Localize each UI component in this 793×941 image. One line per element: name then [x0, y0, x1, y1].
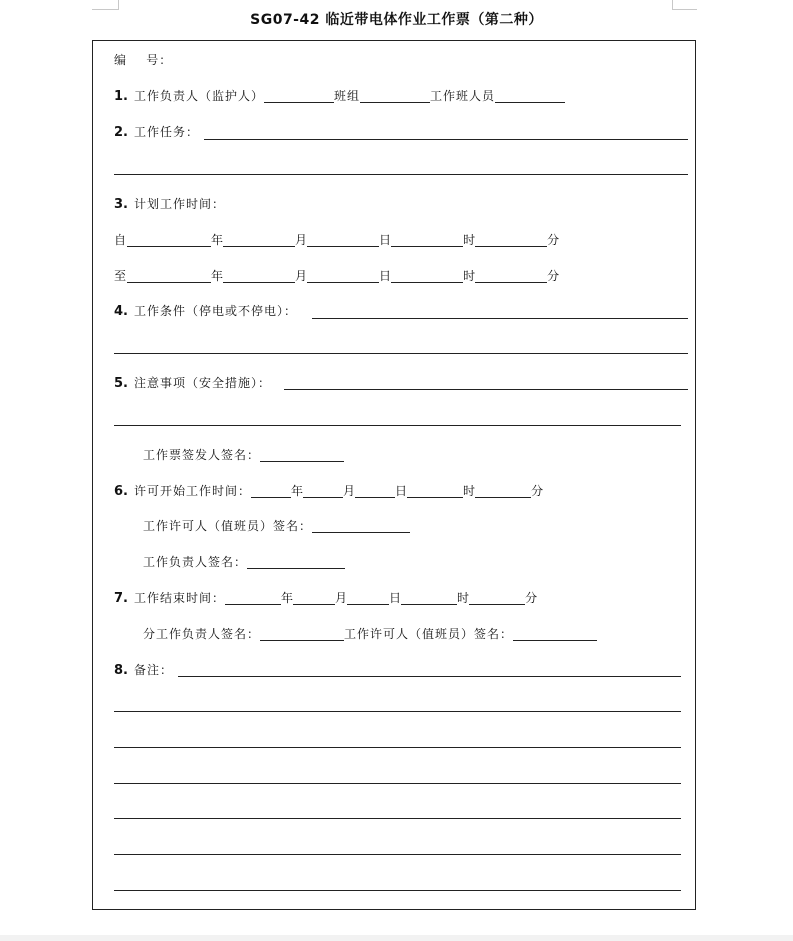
end-hour-field[interactable]	[401, 590, 457, 605]
planned-from-row	[114, 230, 559, 250]
section-3-row	[114, 194, 225, 214]
planned-time-label: 计划工作时间：	[133, 197, 225, 211]
permit-month-field[interactable]	[303, 483, 343, 498]
work-condition-field[interactable]	[312, 318, 688, 319]
permit-hour-field[interactable]	[407, 483, 463, 498]
issuer-sign-row	[143, 445, 344, 465]
minute-unit: 分	[547, 233, 560, 247]
work-task-line-2[interactable]	[114, 174, 688, 175]
section-7-row	[114, 588, 537, 608]
end-permitter-sign-field[interactable]	[513, 626, 597, 641]
section-1-number: 1.	[114, 89, 128, 104]
permitter-sign-field[interactable]	[312, 518, 410, 533]
work-task-label: 工作任务：	[133, 125, 199, 139]
work-leader-field[interactable]	[264, 88, 334, 103]
permit-start-label: 许可开始工作时间：	[133, 484, 251, 498]
end-year-field[interactable]	[225, 590, 281, 605]
to-hour-field[interactable]	[391, 268, 463, 283]
serial-row	[114, 50, 172, 70]
hour-unit: 时	[463, 484, 476, 498]
remarks-label: 备注：	[133, 663, 173, 677]
remarks-field[interactable]	[178, 676, 681, 677]
to-minute-field[interactable]	[475, 268, 547, 283]
form-frame	[92, 40, 696, 910]
leader-sign-row	[143, 552, 345, 572]
section-3-number: 3.	[114, 197, 128, 212]
section-4-row	[114, 301, 297, 321]
month-unit: 月	[343, 484, 356, 498]
issuer-sign-field[interactable]	[260, 447, 344, 462]
leader-sign-field[interactable]	[247, 554, 345, 569]
remarks-line-7[interactable]	[114, 890, 681, 891]
page-bottom-edge	[0, 935, 793, 941]
remarks-line-2[interactable]	[114, 711, 681, 712]
remarks-line-4[interactable]	[114, 783, 681, 784]
month-unit: 月	[295, 233, 308, 247]
section-5-row	[114, 373, 271, 393]
end-time-label: 工作结束时间：	[133, 591, 225, 605]
from-day-field[interactable]	[307, 232, 379, 247]
serial-label: 编 号：	[114, 53, 173, 67]
day-unit: 日	[379, 233, 392, 247]
precautions-line-2[interactable]	[114, 425, 681, 426]
section-2-row	[114, 122, 199, 142]
section-5-number: 5.	[114, 376, 128, 391]
work-condition-line-2[interactable]	[114, 353, 688, 354]
sub-leader-sign-label: 分工作负责人签名：	[143, 627, 261, 641]
section-8-number: 8.	[114, 663, 128, 678]
section-4-number: 4.	[114, 304, 128, 319]
month-unit: 月	[295, 269, 308, 283]
minute-unit: 分	[547, 269, 560, 283]
team-field[interactable]	[360, 88, 430, 103]
minute-unit: 分	[525, 591, 538, 605]
to-label: 至	[114, 269, 128, 283]
permit-year-field[interactable]	[251, 483, 291, 498]
from-month-field[interactable]	[223, 232, 295, 247]
day-unit: 日	[389, 591, 402, 605]
precautions-label: 注意事项（安全措施）：	[133, 376, 271, 390]
team-label: 班组	[334, 89, 361, 103]
to-day-field[interactable]	[307, 268, 379, 283]
section-2-number: 2.	[114, 125, 128, 140]
end-minute-field[interactable]	[469, 590, 525, 605]
from-minute-field[interactable]	[475, 232, 547, 247]
section-6-number: 6.	[114, 484, 128, 499]
remarks-line-5[interactable]	[114, 818, 681, 819]
remarks-line-6[interactable]	[114, 854, 681, 855]
sub-leader-sign-field[interactable]	[260, 626, 344, 641]
section-8-row	[114, 660, 173, 680]
permit-day-field[interactable]	[355, 483, 395, 498]
section-6-row	[114, 481, 543, 501]
section-7-number: 7.	[114, 591, 128, 606]
year-unit: 年	[281, 591, 294, 605]
day-unit: 日	[379, 269, 392, 283]
minute-unit: 分	[531, 484, 544, 498]
leader-sign-label: 工作负责人签名：	[143, 555, 248, 569]
to-month-field[interactable]	[223, 268, 295, 283]
hour-unit: 时	[463, 233, 476, 247]
work-condition-label: 工作条件（停电或不停电）：	[133, 304, 297, 318]
end-permitter-sign-label: 工作许可人（值班员）签名：	[344, 627, 514, 641]
hour-unit: 时	[457, 591, 470, 605]
permitter-sign-row	[143, 516, 410, 536]
permitter-sign-label: 工作许可人（值班员）签名：	[143, 519, 313, 533]
precautions-field[interactable]	[284, 389, 688, 390]
section-1-row	[114, 86, 565, 106]
work-leader-label: 工作负责人（监护人）	[133, 89, 264, 103]
year-unit: 年	[211, 233, 224, 247]
work-task-field[interactable]	[204, 139, 688, 140]
remarks-line-3[interactable]	[114, 747, 681, 748]
year-unit: 年	[291, 484, 304, 498]
planned-to-row	[114, 266, 559, 286]
day-unit: 日	[395, 484, 408, 498]
end-day-field[interactable]	[347, 590, 389, 605]
team-members-label: 工作班人员	[430, 89, 496, 103]
year-unit: 年	[211, 269, 224, 283]
from-hour-field[interactable]	[391, 232, 463, 247]
issuer-sign-label: 工作票签发人签名：	[143, 448, 261, 462]
month-unit: 月	[335, 591, 348, 605]
to-year-field[interactable]	[127, 268, 211, 283]
hour-unit: 时	[463, 269, 476, 283]
from-label: 自	[114, 233, 128, 247]
from-year-field[interactable]	[127, 232, 211, 247]
team-members-field[interactable]	[495, 88, 565, 103]
permit-minute-field[interactable]	[475, 483, 531, 498]
document-title: SG07-42 临近带电体作业工作票（第二种）	[250, 12, 543, 28]
end-signs-row	[143, 624, 597, 644]
end-month-field[interactable]	[293, 590, 335, 605]
